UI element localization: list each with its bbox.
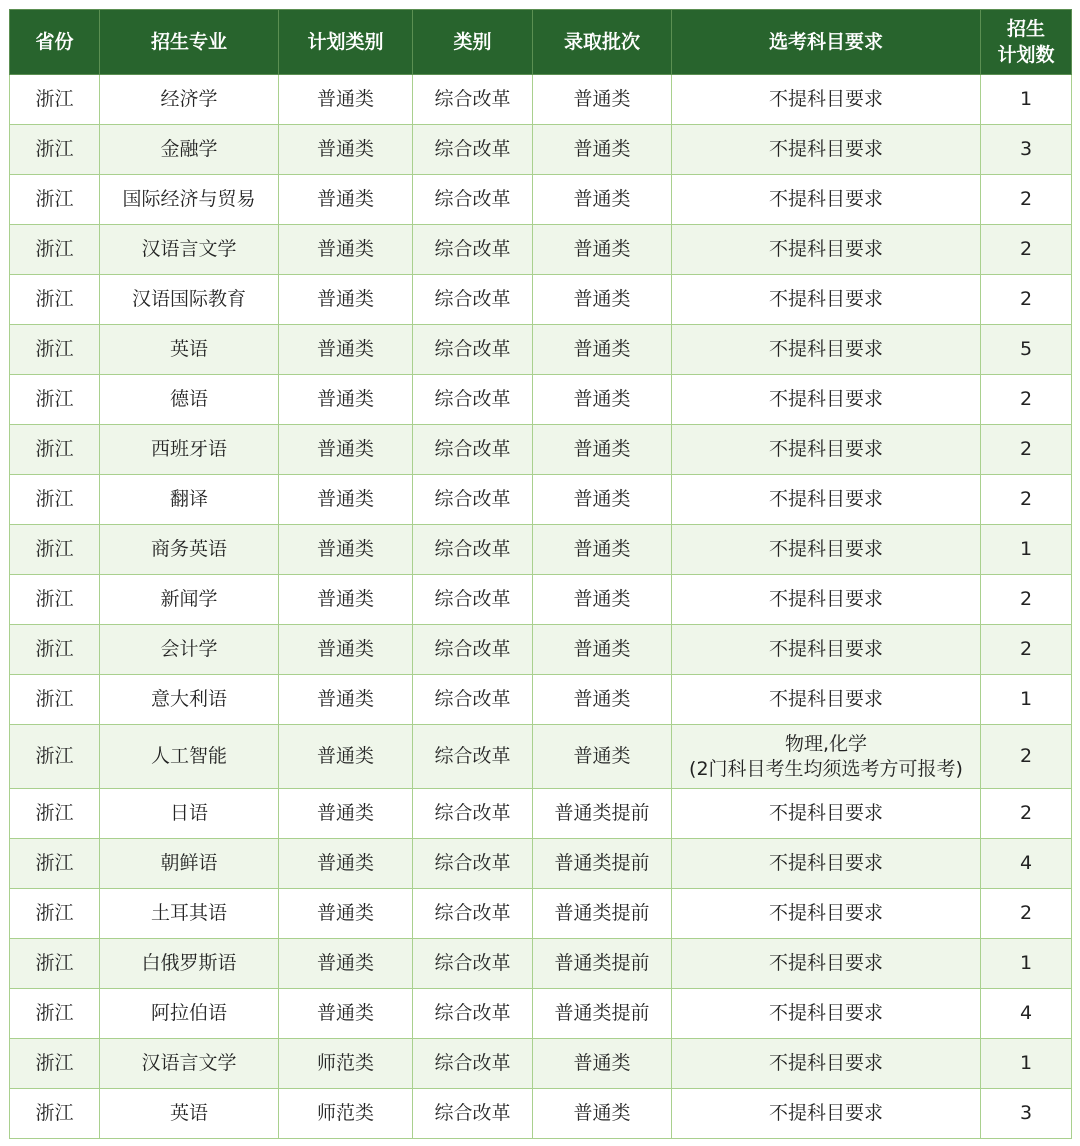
cell-category: 综合改革 [413,225,533,275]
cell-province: 浙江 [10,475,100,525]
cell-batch: 普通类提前 [533,989,672,1039]
enrollment-plan-table-container [9,9,1071,1139]
cell-batch: 普通类 [533,175,672,225]
subject-requirement-line: 不提科目要求 [768,538,883,560]
cell-plan-type: 师范类 [279,1039,413,1089]
subject-requirement-line: 不提科目要求 [768,1052,883,1074]
table-body [10,75,1072,1139]
cell-province: 浙江 [10,989,100,1039]
subject-requirement-note: (2门科目考生均须选考方可报考) [689,757,963,780]
cell-plan-count: 1 [981,75,1072,125]
header-major: 招生专业 [100,10,279,75]
cell-plan-type: 普通类 [279,725,413,789]
subject-requirement-line: 不提科目要求 [768,238,883,260]
cell-batch: 普通类提前 [533,839,672,889]
cell-plan-count: 2 [981,789,1072,839]
cell-major: 朝鲜语 [100,839,279,889]
subject-requirement-line: 不提科目要求 [768,588,883,610]
cell-batch: 普通类 [533,425,672,475]
cell-province: 浙江 [10,625,100,675]
subject-requirement-line: 不提科目要求 [768,638,883,660]
table-row [10,325,1072,375]
table-row [10,725,1072,789]
table-row [10,839,1072,889]
cell-province: 浙江 [10,175,100,225]
cell-subject-requirement [672,889,981,939]
cell-subject-requirement [672,575,981,625]
cell-plan-type: 普通类 [279,575,413,625]
cell-subject-requirement [672,225,981,275]
subject-requirement-line: 不提科目要求 [768,1102,883,1124]
cell-province: 浙江 [10,525,100,575]
cell-province: 浙江 [10,725,100,789]
cell-province: 浙江 [10,125,100,175]
subject-requirement-line: 物理,化学 [784,732,868,755]
cell-batch: 普通类 [533,275,672,325]
header-plan-count-line2: 计划数 [997,44,1055,66]
cell-plan-count: 2 [981,175,1072,225]
cell-subject-requirement [672,839,981,889]
cell-major: 德语 [100,375,279,425]
cell-province: 浙江 [10,1089,100,1139]
cell-plan-type: 普通类 [279,125,413,175]
table-row [10,175,1072,225]
cell-province: 浙江 [10,939,100,989]
cell-category: 综合改革 [413,75,533,125]
cell-major: 英语 [100,1089,279,1139]
cell-category: 综合改革 [413,675,533,725]
table-row [10,675,1072,725]
cell-batch: 普通类 [533,525,672,575]
cell-category: 综合改革 [413,939,533,989]
table-row [10,789,1072,839]
cell-plan-count: 2 [981,475,1072,525]
cell-plan-count: 2 [981,889,1072,939]
cell-subject-requirement [672,1089,981,1139]
table-row [10,225,1072,275]
cell-province: 浙江 [10,375,100,425]
cell-plan-count: 2 [981,725,1072,789]
header-category: 类别 [413,10,533,75]
header-batch: 录取批次 [533,10,672,75]
cell-province: 浙江 [10,425,100,475]
cell-plan-type: 普通类 [279,675,413,725]
cell-batch: 普通类 [533,575,672,625]
cell-major: 会计学 [100,625,279,675]
cell-major: 翻译 [100,475,279,525]
cell-batch: 普通类 [533,225,672,275]
cell-category: 综合改革 [413,789,533,839]
cell-plan-count: 4 [981,989,1072,1039]
cell-plan-type: 普通类 [279,989,413,1039]
cell-subject-requirement [672,675,981,725]
cell-category: 综合改革 [413,525,533,575]
table-header-row [10,10,1072,75]
cell-subject-requirement [672,789,981,839]
cell-major: 英语 [100,325,279,375]
cell-batch: 普通类提前 [533,939,672,989]
subject-requirement-line: 不提科目要求 [768,338,883,360]
cell-plan-count: 2 [981,625,1072,675]
cell-batch: 普通类 [533,475,672,525]
cell-subject-requirement [672,989,981,1039]
subject-requirement-line: 不提科目要求 [768,902,883,924]
cell-plan-count: 4 [981,839,1072,889]
cell-major: 金融学 [100,125,279,175]
cell-plan-count: 2 [981,275,1072,325]
cell-plan-count: 1 [981,939,1072,989]
cell-category: 综合改革 [413,475,533,525]
cell-category: 综合改革 [413,325,533,375]
cell-category: 综合改革 [413,275,533,325]
cell-plan-count: 2 [981,425,1072,475]
cell-province: 浙江 [10,675,100,725]
cell-province: 浙江 [10,789,100,839]
cell-plan-type: 普通类 [279,275,413,325]
cell-batch: 普通类 [533,725,672,789]
cell-batch: 普通类 [533,125,672,175]
table-row [10,375,1072,425]
cell-category: 综合改革 [413,575,533,625]
cell-batch: 普通类 [533,325,672,375]
cell-plan-count: 1 [981,525,1072,575]
cell-major: 汉语言文学 [100,1039,279,1089]
enrollment-plan-table [9,9,1072,1139]
cell-major: 西班牙语 [100,425,279,475]
cell-major: 汉语言文学 [100,225,279,275]
cell-plan-type: 普通类 [279,375,413,425]
cell-subject-requirement [672,939,981,989]
cell-plan-type: 普通类 [279,475,413,525]
cell-subject-requirement [672,175,981,225]
header-plan-count [981,10,1072,75]
table-row [10,989,1072,1039]
cell-plan-count: 1 [981,1039,1072,1089]
cell-plan-type: 普通类 [279,839,413,889]
header-plan-count-line1: 招生 [1006,18,1045,40]
cell-plan-type: 普通类 [279,525,413,575]
cell-plan-count: 5 [981,325,1072,375]
cell-batch: 普通类 [533,75,672,125]
cell-major: 经济学 [100,75,279,125]
cell-subject-requirement [672,325,981,375]
cell-plan-count: 1 [981,675,1072,725]
cell-province: 浙江 [10,275,100,325]
cell-subject-requirement [672,525,981,575]
cell-plan-type: 普通类 [279,225,413,275]
cell-category: 综合改革 [413,889,533,939]
cell-major: 人工智能 [100,725,279,789]
cell-subject-requirement [672,475,981,525]
subject-requirement-line: 不提科目要求 [768,438,883,460]
cell-major: 汉语国际教育 [100,275,279,325]
subject-requirement-line: 不提科目要求 [768,952,883,974]
subject-requirement-line: 不提科目要求 [768,1002,883,1024]
cell-plan-type: 普通类 [279,789,413,839]
subject-requirement-line: 不提科目要求 [768,388,883,410]
cell-category: 综合改革 [413,1089,533,1139]
table-row [10,625,1072,675]
subject-requirement-line: 不提科目要求 [768,138,883,160]
table-row [10,525,1072,575]
cell-province: 浙江 [10,225,100,275]
table-row [10,939,1072,989]
subject-requirement-line: 不提科目要求 [768,88,883,110]
cell-batch: 普通类 [533,625,672,675]
table-row [10,125,1072,175]
cell-subject-requirement [672,75,981,125]
header-subject-requirement: 选考科目要求 [672,10,981,75]
cell-category: 综合改革 [413,989,533,1039]
cell-province: 浙江 [10,889,100,939]
cell-province: 浙江 [10,325,100,375]
cell-province: 浙江 [10,575,100,625]
table-row [10,425,1072,475]
cell-subject-requirement [672,625,981,675]
cell-subject-requirement [672,425,981,475]
cell-plan-count: 3 [981,125,1072,175]
cell-category: 综合改革 [413,175,533,225]
cell-batch: 普通类 [533,1039,672,1089]
cell-batch: 普通类 [533,375,672,425]
subject-requirement-line: 不提科目要求 [768,802,883,824]
cell-major: 新闻学 [100,575,279,625]
cell-major: 土耳其语 [100,889,279,939]
cell-major: 日语 [100,789,279,839]
cell-plan-count: 2 [981,225,1072,275]
cell-batch: 普通类 [533,675,672,725]
cell-subject-requirement [672,725,981,789]
cell-province: 浙江 [10,75,100,125]
cell-province: 浙江 [10,839,100,889]
cell-batch: 普通类 [533,1089,672,1139]
table-row [10,889,1072,939]
cell-plan-type: 普通类 [279,75,413,125]
cell-province: 浙江 [10,1039,100,1089]
cell-major: 国际经济与贸易 [100,175,279,225]
cell-plan-type: 普通类 [279,425,413,475]
cell-plan-count: 3 [981,1089,1072,1139]
header-province: 省份 [10,10,100,75]
cell-plan-count: 2 [981,375,1072,425]
cell-category: 综合改革 [413,425,533,475]
cell-subject-requirement [672,1039,981,1089]
table-row [10,475,1072,525]
cell-plan-type: 普通类 [279,889,413,939]
table-row [10,75,1072,125]
cell-plan-type: 普通类 [279,175,413,225]
subject-requirement-line: 不提科目要求 [768,188,883,210]
cell-category: 综合改革 [413,839,533,889]
cell-category: 综合改革 [413,725,533,789]
table-row [10,575,1072,625]
cell-major: 白俄罗斯语 [100,939,279,989]
cell-plan-type: 普通类 [279,625,413,675]
cell-major: 意大利语 [100,675,279,725]
table-row [10,1089,1072,1139]
cell-batch: 普通类提前 [533,789,672,839]
cell-category: 综合改革 [413,1039,533,1089]
subject-requirement-line: 不提科目要求 [768,288,883,310]
subject-requirement-line: 不提科目要求 [768,488,883,510]
cell-major: 商务英语 [100,525,279,575]
cell-subject-requirement [672,375,981,425]
cell-plan-type: 普通类 [279,939,413,989]
cell-plan-type: 普通类 [279,325,413,375]
table-row [10,275,1072,325]
cell-category: 综合改革 [413,125,533,175]
cell-plan-count: 2 [981,575,1072,625]
table-row [10,1039,1072,1089]
header-plan-type: 计划类别 [279,10,413,75]
subject-requirement-line: 不提科目要求 [768,852,883,874]
subject-requirement-line: 不提科目要求 [768,688,883,710]
cell-subject-requirement [672,125,981,175]
cell-category: 综合改革 [413,625,533,675]
cell-category: 综合改革 [413,375,533,425]
cell-plan-type: 师范类 [279,1089,413,1139]
cell-batch: 普通类提前 [533,889,672,939]
cell-major: 阿拉伯语 [100,989,279,1039]
cell-subject-requirement [672,275,981,325]
